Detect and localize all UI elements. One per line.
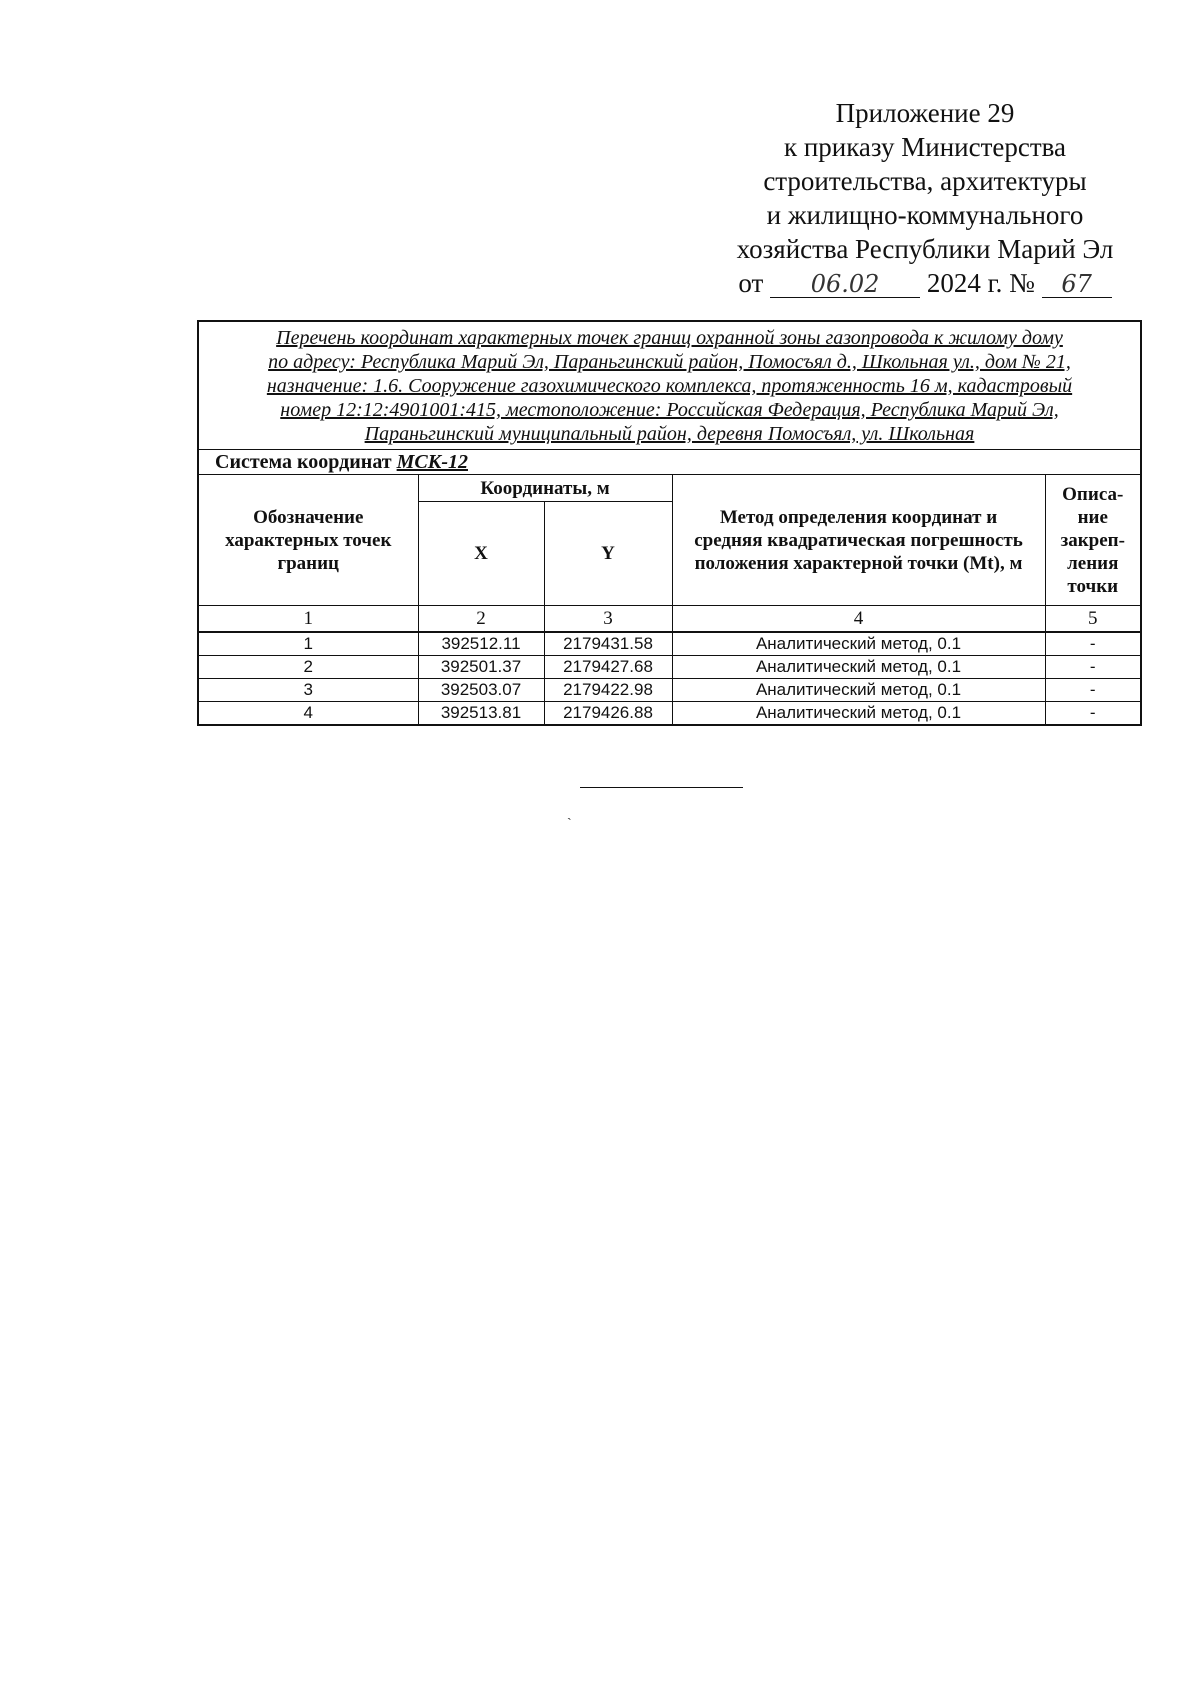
- appendix-line: к приказу Министерства: [783, 132, 1067, 162]
- cell-x: 392501.37: [418, 656, 544, 679]
- appendix-line: строительства, архитектуры: [763, 166, 1087, 196]
- table-row: [199, 702, 1140, 725]
- table-row: [199, 632, 1140, 656]
- cell-x: 392513.81: [418, 702, 544, 725]
- appendix-title: Приложение 29: [835, 98, 1015, 128]
- coordinate-system: [199, 450, 1140, 474]
- coordinates-frame: [197, 320, 1142, 726]
- header-description: Описа-ние закреп-ления точки: [1045, 475, 1140, 606]
- date-prefix: от: [738, 268, 764, 298]
- cell-method: Аналитический метод, 0.1: [672, 632, 1045, 656]
- cell-point: 2: [199, 656, 418, 679]
- handwritten-date: 06.02: [770, 271, 920, 298]
- column-number: 4: [672, 606, 1045, 633]
- appendix-line: и жилищно-коммунального: [766, 200, 1084, 230]
- column-number: 1: [199, 606, 418, 633]
- coordinate-system-value: МСК-12: [396, 451, 468, 473]
- cell-method: Аналитический метод, 0.1: [672, 679, 1045, 702]
- handwritten-number: 67: [1042, 271, 1112, 298]
- column-number: 5: [1045, 606, 1140, 633]
- cell-y: 2179426.88: [544, 702, 672, 725]
- caption-line: номер 12:12:4901001:415, местоположение: Российская Федерация, Республика Марий Эл,: [280, 399, 1059, 421]
- coordinate-system-label: Система координат: [215, 451, 392, 473]
- cell-description: -: [1045, 679, 1140, 702]
- cell-description: -: [1045, 656, 1140, 679]
- header-designation: Обозначение характерных точек границ: [199, 475, 418, 606]
- caption-line: по адресу: Республика Марий Эл, Параньгинский район, Помосъял д., Школьная ул., дом № 21,: [268, 351, 1071, 373]
- cell-method: Аналитический метод, 0.1: [672, 656, 1045, 679]
- caption-line: Перечень координат характерных точек границ охранной зоны газопровода к жилому дому: [276, 327, 1063, 349]
- year-number-label: 2024 г. №: [926, 268, 1035, 298]
- column-number: 2: [418, 606, 544, 633]
- cell-description: -: [1045, 632, 1140, 656]
- cell-y: 2179422.98: [544, 679, 672, 702]
- header-y: Y: [544, 502, 672, 606]
- coordinates-table: [199, 474, 1140, 724]
- cell-x: 392512.11: [418, 632, 544, 656]
- cell-point: 3: [199, 679, 418, 702]
- appendix-header: [690, 96, 1160, 300]
- cell-y: 2179431.58: [544, 632, 672, 656]
- appendix-line: хозяйства Республики Марий Эл: [736, 234, 1114, 264]
- appendix-date-line: [690, 266, 1160, 300]
- header-method: Метод определения координат и средняя квадратическая погрешность положения характерной точки (Mt), м: [672, 475, 1045, 606]
- table-caption: [199, 322, 1140, 450]
- cell-point: 1: [199, 632, 418, 656]
- scan-mark: ˏ: [567, 806, 572, 821]
- caption-line: назначение: 1.6. Сооружение газохимического комплекса, протяженность 16 м, кадастровый: [266, 375, 1073, 397]
- caption-line: Параньгинский муниципальный район, деревня Помосъял, ул. Школьная: [364, 423, 975, 445]
- cell-method: Аналитический метод, 0.1: [672, 702, 1045, 725]
- column-number: 3: [544, 606, 672, 633]
- cell-description: -: [1045, 702, 1140, 725]
- cell-y: 2179427.68: [544, 656, 672, 679]
- header-coordinates: Координаты, м: [418, 475, 672, 502]
- table-row: [199, 679, 1140, 702]
- cell-point: 4: [199, 702, 418, 725]
- header-x: X: [418, 502, 544, 606]
- table-row: [199, 656, 1140, 679]
- end-divider: [580, 787, 743, 788]
- cell-x: 392503.07: [418, 679, 544, 702]
